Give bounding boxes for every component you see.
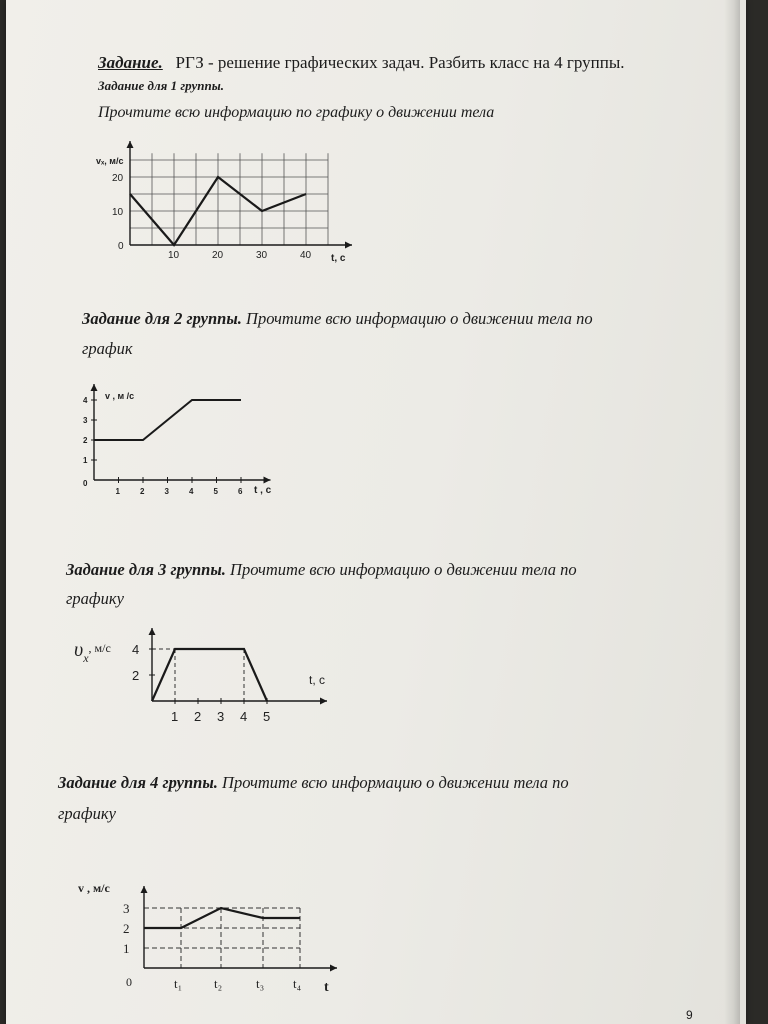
chart2-y-tick-label: 2 [83, 436, 88, 445]
chart2-x-tick-label: 1 [115, 487, 120, 496]
chart4-zero-label: 0 [126, 975, 132, 989]
chart1-ylabel: vₓ, м/с [96, 156, 124, 166]
chart1-grid [130, 153, 328, 245]
chart1-x-tick-label: 40 [300, 250, 312, 261]
chart2-x-axis-arrowhead [264, 477, 271, 484]
chart4-ylabel: v , м/с [78, 881, 110, 895]
group4-heading [58, 773, 569, 793]
chart3-dashed-guides [152, 649, 244, 701]
chart4-series-line [144, 908, 300, 928]
chart2-y-tick-label: 4 [83, 396, 88, 405]
group1-title: Задание для 1 группы. [98, 78, 224, 93]
chart3-tick-labels [132, 642, 270, 724]
group4-instruction-1: Прочтите всю информацию о движении тела по [222, 773, 569, 792]
chart1-y-tick-label: 10 [112, 207, 124, 218]
chart-group4 [74, 872, 354, 997]
chart4-y-axis-arrowhead [141, 886, 148, 893]
chart1-x-tick-label: 10 [168, 250, 180, 261]
chart2-xlabel: t , c [254, 485, 272, 496]
page-fold-shadow [724, 0, 740, 1024]
chart4-x-tick-label: t₁ [174, 976, 183, 991]
chart4-x-tick-label: t₂ [214, 976, 223, 991]
chart1-y-tick-label: 20 [112, 173, 124, 184]
chart1-x-tick-label: 20 [212, 250, 224, 261]
task-text: РГЗ - решение графических задач. Разбить класс на 4 группы. [175, 53, 625, 72]
chart1-y-axis-arrowhead [127, 141, 134, 148]
chart2-tick-labels [83, 396, 243, 496]
task-label: Задание. [98, 53, 163, 72]
chart4-y-tick-label: 2 [123, 921, 130, 936]
chart-group3 [66, 618, 346, 736]
document-page [6, 0, 746, 1024]
chart3-x-tick-label: 3 [217, 709, 225, 724]
chart4-y-tick-label: 1 [123, 941, 130, 956]
chart4-x-tick-label: t₃ [256, 976, 265, 991]
group3-heading [66, 560, 577, 580]
chart2-x-tick-label: 4 [189, 487, 194, 496]
group4-instruction-2: графику [58, 804, 116, 823]
chart3-xlabel: t, c [309, 673, 326, 687]
chart2-y-tick-label: 0 [83, 479, 88, 488]
group2-title: Задание для 2 группы. [82, 309, 242, 328]
chart2-y-tick-label: 3 [83, 416, 88, 425]
chart3-y-tick-label: 4 [132, 642, 140, 657]
chart2-ylabel: v , м /с [105, 391, 135, 401]
chart3-ylabel-base: υ [74, 639, 84, 661]
chart2-series-line [94, 400, 241, 440]
chart1-y-tick-label: 0 [118, 241, 124, 252]
chart3-y-tick-label: 2 [132, 668, 140, 683]
chart1-x-axis-arrowhead [345, 242, 352, 249]
group2-instruction-1: Прочтите всю информацию о движении тела по [246, 309, 593, 328]
chart-group2 [74, 378, 294, 503]
chart2-x-tick-label: 6 [238, 487, 243, 496]
chart3-x-tick-label: 5 [263, 709, 271, 724]
chart4-y-tick-label: 3 [123, 901, 130, 916]
chart3-x-tick-label: 2 [194, 709, 202, 724]
task-header-line [98, 53, 625, 73]
group2-instruction-2: график [82, 339, 133, 358]
chart2-y-tick-label: 1 [83, 456, 88, 465]
chart4-x-tick-label: t₄ [293, 976, 302, 991]
chart2-x-tick-label: 5 [213, 487, 218, 496]
chart3-series-line [152, 649, 267, 701]
chart1-xlabel: t, c [331, 253, 346, 264]
chart2-x-tick-label: 2 [140, 487, 145, 496]
group4-title: Задание для 4 группы. [58, 773, 218, 792]
group3-title: Задание для 3 группы. [66, 560, 226, 579]
chart3-y-axis-arrowhead [149, 628, 156, 635]
chart3-ylabel [74, 639, 111, 665]
chart-group1 [88, 148, 378, 268]
chart3-ylabel-unit: , м/с [88, 641, 111, 655]
chart3-x-tick-label: 4 [240, 709, 248, 724]
chart4-tick-labels [123, 901, 302, 991]
chart2-y-axis-arrowhead [91, 384, 98, 391]
chart4-xlabel: t [324, 980, 329, 995]
group3-instruction-1: Прочтите всю информацию о движении тела по [230, 560, 577, 579]
group1-instruction: Прочтите всю информацию по графику о движении тела [98, 104, 495, 121]
group2-heading [82, 309, 593, 329]
chart3-x-axis-arrowhead [320, 698, 327, 705]
group3-instruction-2: графику [66, 589, 124, 608]
chart3-ylabel-sub: x [83, 651, 89, 665]
chart2-x-tick-label: 3 [164, 487, 169, 496]
page-number: 9 [686, 1008, 693, 1022]
chart3-x-tick-label: 1 [171, 709, 179, 724]
chart4-x-axis-arrowhead [330, 965, 337, 972]
chart1-x-tick-label: 30 [256, 250, 268, 261]
